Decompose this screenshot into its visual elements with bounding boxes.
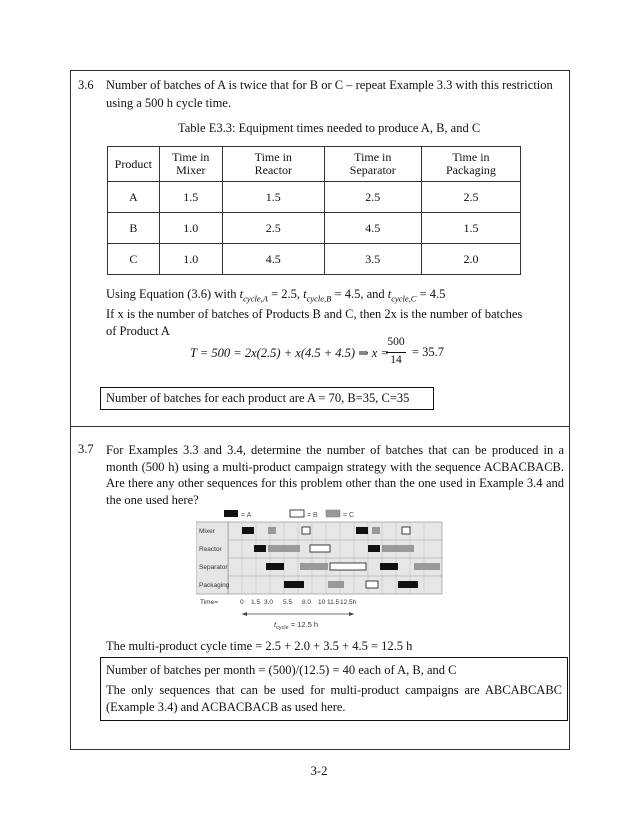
equation-left: T = 500 = 2x(2.5) + x(4.5 + 4.5) ⇒ x = [190,346,389,360]
value-a: = 2.5, [267,287,304,301]
table-row [108,182,521,213]
gantt-bar-separator-b [330,563,366,570]
equation-denominator: 14 [390,354,402,366]
gantt-bar-separator-c [300,563,328,570]
t-symbol: t [303,287,307,301]
legend-label-c: = C [343,512,355,519]
answer-37-line1: Number of batches per month = (500)/(12.5) = 40 each of A, B, and C [106,663,457,677]
legend-label-a: = A [241,512,252,519]
table-cell: 2.0 [421,244,520,275]
cycle-time-statement: The multi-product cycle time = 2.5 + 2.0 + 3.5 + 4.5 = 12.5 h [106,639,413,653]
table-cell: A [108,182,160,213]
gantt-bar-separator-a [266,563,284,570]
table-header: Time in Packaging [421,147,520,182]
gantt-bar-reactor-a [368,545,380,552]
problem-37-number: 3.7 [78,442,94,456]
gantt-bar-packaging-a [284,581,304,588]
table-row [108,244,521,275]
equation-right: = 35.7 [412,345,445,359]
gantt-bar-packaging-a [398,581,418,588]
equation-numerator: 500 [387,336,405,348]
gantt-bar-mixer-b [402,527,410,534]
problem-36-statement-line2: using a 500 h cycle time. [106,96,231,110]
table-cell: 4.5 [222,244,324,275]
time-tick: 12.5h [340,599,357,606]
value-c: = 4.5 [416,287,446,301]
gantt-row-label-packaging: Packaging [199,582,230,589]
legend-swatch-a [224,510,238,517]
campaign-gantt-figure [196,508,448,630]
fraction-bar [386,352,406,353]
problem-36-number: 3.6 [78,78,94,92]
time-tick: 8.0 [302,599,312,606]
equipment-times-table [107,146,521,275]
table-header: Time in Mixer [159,147,222,182]
legend-label-b: = B [307,512,318,519]
value-b: = 4.5, and [331,287,388,301]
cycle-t-value: = 12.5 h [288,620,319,629]
cycle-t-symbol: t [274,620,277,629]
table-cell: C [108,244,160,275]
time-axis-label: Time= [200,599,218,606]
time-tick: 10 [318,599,326,606]
t-symbol: t [239,287,244,301]
table-header: Product [108,147,160,182]
problem-divider [70,426,570,427]
table-cell: 1.5 [222,182,324,213]
answer-36: Number of batches for each product are A = 70, B=35, C=35 [106,391,410,405]
gantt-row-label-separator: Separator [199,564,228,571]
cycle-t-sub: cycle [276,625,289,630]
t-sub-a: cycle,A [243,293,268,304]
gantt-bar-mixer-b [302,527,310,534]
page-number: 3-2 [310,764,328,778]
gantt-bar-reactor-c [268,545,300,552]
gantt-bar-mixer-c [268,527,276,534]
table-header: Time in Separator [324,147,421,182]
legend-swatch-c [326,510,340,517]
gantt-bar-separator-a [380,563,398,570]
t-sub-c: cycle,C [391,293,417,304]
using-equation-line [106,287,445,307]
table-cell: 4.5 [324,213,421,244]
answer-37-line2: The only sequences that can be used for multi-product campaigns are ABCABCABC (Example 3.4) and ACBACBACB as used here. [106,683,562,714]
gantt-bar-mixer-a [242,527,254,534]
cycle-time-label [274,620,318,630]
problem-37-statement: For Examples 3.3 and 3.4, determine the number of batches that can be produced in a month (500 h) using a multi-product campaign strategy with the sequence ACBACBACB. Are there any other sequences for this problem other than the one used in Example 3.4 and the one used here? [106,443,564,507]
gantt-row-label-reactor: Reactor [199,546,222,553]
gantt-bar-packaging-c [328,581,344,588]
gantt-bar-reactor-c [382,545,414,552]
gantt-bar-packaging-b [366,581,378,588]
time-tick: 1.5 [251,599,261,606]
table-header: Time in Reactor [222,147,324,182]
table-cell: 1.5 [421,213,520,244]
table-cell: 2.5 [222,213,324,244]
time-tick: 11.5 [327,599,340,606]
cycle-arrow-right-head [349,612,354,616]
time-tick: 5.5 [283,599,293,606]
table-row [108,213,521,244]
table-cell: 1.0 [159,213,222,244]
gantt-bar-reactor-b [310,545,330,552]
legend-swatch-b [290,510,304,517]
table-cell: 1.5 [159,182,222,213]
table-cell: 1.0 [159,244,222,275]
gantt-bar-mixer-c [372,527,380,534]
t-symbol: t [387,287,392,301]
table-cell: 2.5 [421,182,520,213]
gantt-bar-separator-c [414,563,440,570]
paragraph-line2: of Product A [106,324,170,338]
answer-box-36 [100,387,434,410]
table-cell: 2.5 [324,182,421,213]
table-cell: B [108,213,160,244]
table-header-row [108,147,521,182]
cycle-arrow-left-head [242,612,247,616]
problem-36-statement-line1: Number of batches of A is twice that for B or C – repeat Example 3.3 with this restriction [106,78,553,92]
gantt-bar-mixer-a [356,527,368,534]
gantt-bar-reactor-a [254,545,266,552]
t-sub-b: cycle,B [306,293,332,304]
answer-box-37 [100,657,568,721]
gantt-row-label-mixer: Mixer [199,528,215,535]
table-cell: 3.5 [324,244,421,275]
time-tick: 0 [240,599,244,606]
paragraph-line1: If x is the number of batches of Products B and C, then 2x is the number of batches [106,307,523,321]
time-tick: 3.0 [264,599,274,606]
using-prefix: Using Equation (3.6) with [106,287,240,301]
table-caption: Table E3.3: Equipment times needed to produce A, B, and C [178,121,481,135]
